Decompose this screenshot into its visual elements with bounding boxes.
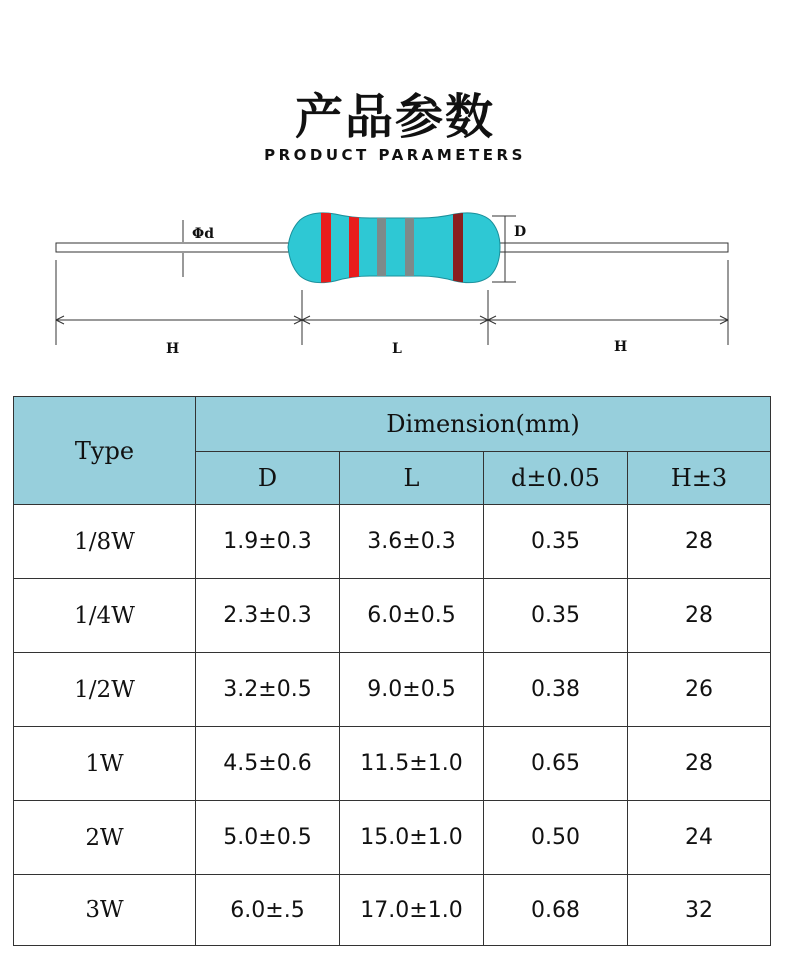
color-band-5 xyxy=(453,205,463,290)
resistor-diagram xyxy=(0,190,790,360)
cell-l: 3.6±0.3 xyxy=(340,505,484,579)
cell-wire-d: 0.65 xyxy=(484,727,628,801)
cell-type: 1W xyxy=(14,727,196,801)
cell-h: 28 xyxy=(628,727,771,801)
cell-type: 1/4W xyxy=(14,579,196,653)
cell-l: 15.0±1.0 xyxy=(340,801,484,875)
cell-l: 17.0±1.0 xyxy=(340,875,484,946)
page-title-cn: 产品参数 xyxy=(294,89,495,145)
table-row xyxy=(14,801,771,875)
color-band-1 xyxy=(321,205,331,290)
cell-wire-d: 0.35 xyxy=(484,505,628,579)
cell-d: 5.0±0.5 xyxy=(196,801,340,875)
sub-header-wire-d: d±0.05 xyxy=(484,452,628,505)
cell-l: 11.5±1.0 xyxy=(340,727,484,801)
type-header: Type xyxy=(14,397,196,505)
l-label: L xyxy=(392,341,402,357)
diameter-label: D xyxy=(514,224,527,240)
table-row xyxy=(14,579,771,653)
dimension-header: Dimension(mm) xyxy=(196,397,771,452)
cell-type: 1/8W xyxy=(14,505,196,579)
cell-h: 28 xyxy=(628,579,771,653)
h-label-right: H xyxy=(614,339,628,355)
cell-type: 3W xyxy=(14,875,196,946)
cell-h: 28 xyxy=(628,505,771,579)
cell-d: 6.0±.5 xyxy=(196,875,340,946)
page-title-en: PRODUCT PARAMETERS xyxy=(264,146,526,164)
resistor-body xyxy=(288,213,500,283)
cell-l: 6.0±0.5 xyxy=(340,579,484,653)
cell-wire-d: 0.38 xyxy=(484,653,628,727)
cell-d: 4.5±0.6 xyxy=(196,727,340,801)
table-row xyxy=(14,653,771,727)
h-label-left: H xyxy=(166,341,180,357)
cell-h: 24 xyxy=(628,801,771,875)
parameters-table xyxy=(13,396,771,946)
cell-d: 2.3±0.3 xyxy=(196,579,340,653)
cell-d: 3.2±0.5 xyxy=(196,653,340,727)
phi-d-label: Φd xyxy=(192,226,214,242)
cell-wire-d: 0.50 xyxy=(484,801,628,875)
lead-wire-left xyxy=(56,243,292,252)
sub-header-l: L xyxy=(340,452,484,505)
table-header-row-1 xyxy=(14,397,771,452)
cell-type: 2W xyxy=(14,801,196,875)
cell-h: 32 xyxy=(628,875,771,946)
cell-type: 1/2W xyxy=(14,653,196,727)
cell-d: 1.9±0.3 xyxy=(196,505,340,579)
cell-wire-d: 0.68 xyxy=(484,875,628,946)
table-row xyxy=(14,727,771,801)
lead-wire-right xyxy=(488,243,728,252)
table-row xyxy=(14,875,771,946)
cell-wire-d: 0.35 xyxy=(484,579,628,653)
sub-header-d: D xyxy=(196,452,340,505)
cell-h: 26 xyxy=(628,653,771,727)
sub-header-h: H±3 xyxy=(628,452,771,505)
cell-l: 9.0±0.5 xyxy=(340,653,484,727)
table-row xyxy=(14,505,771,579)
